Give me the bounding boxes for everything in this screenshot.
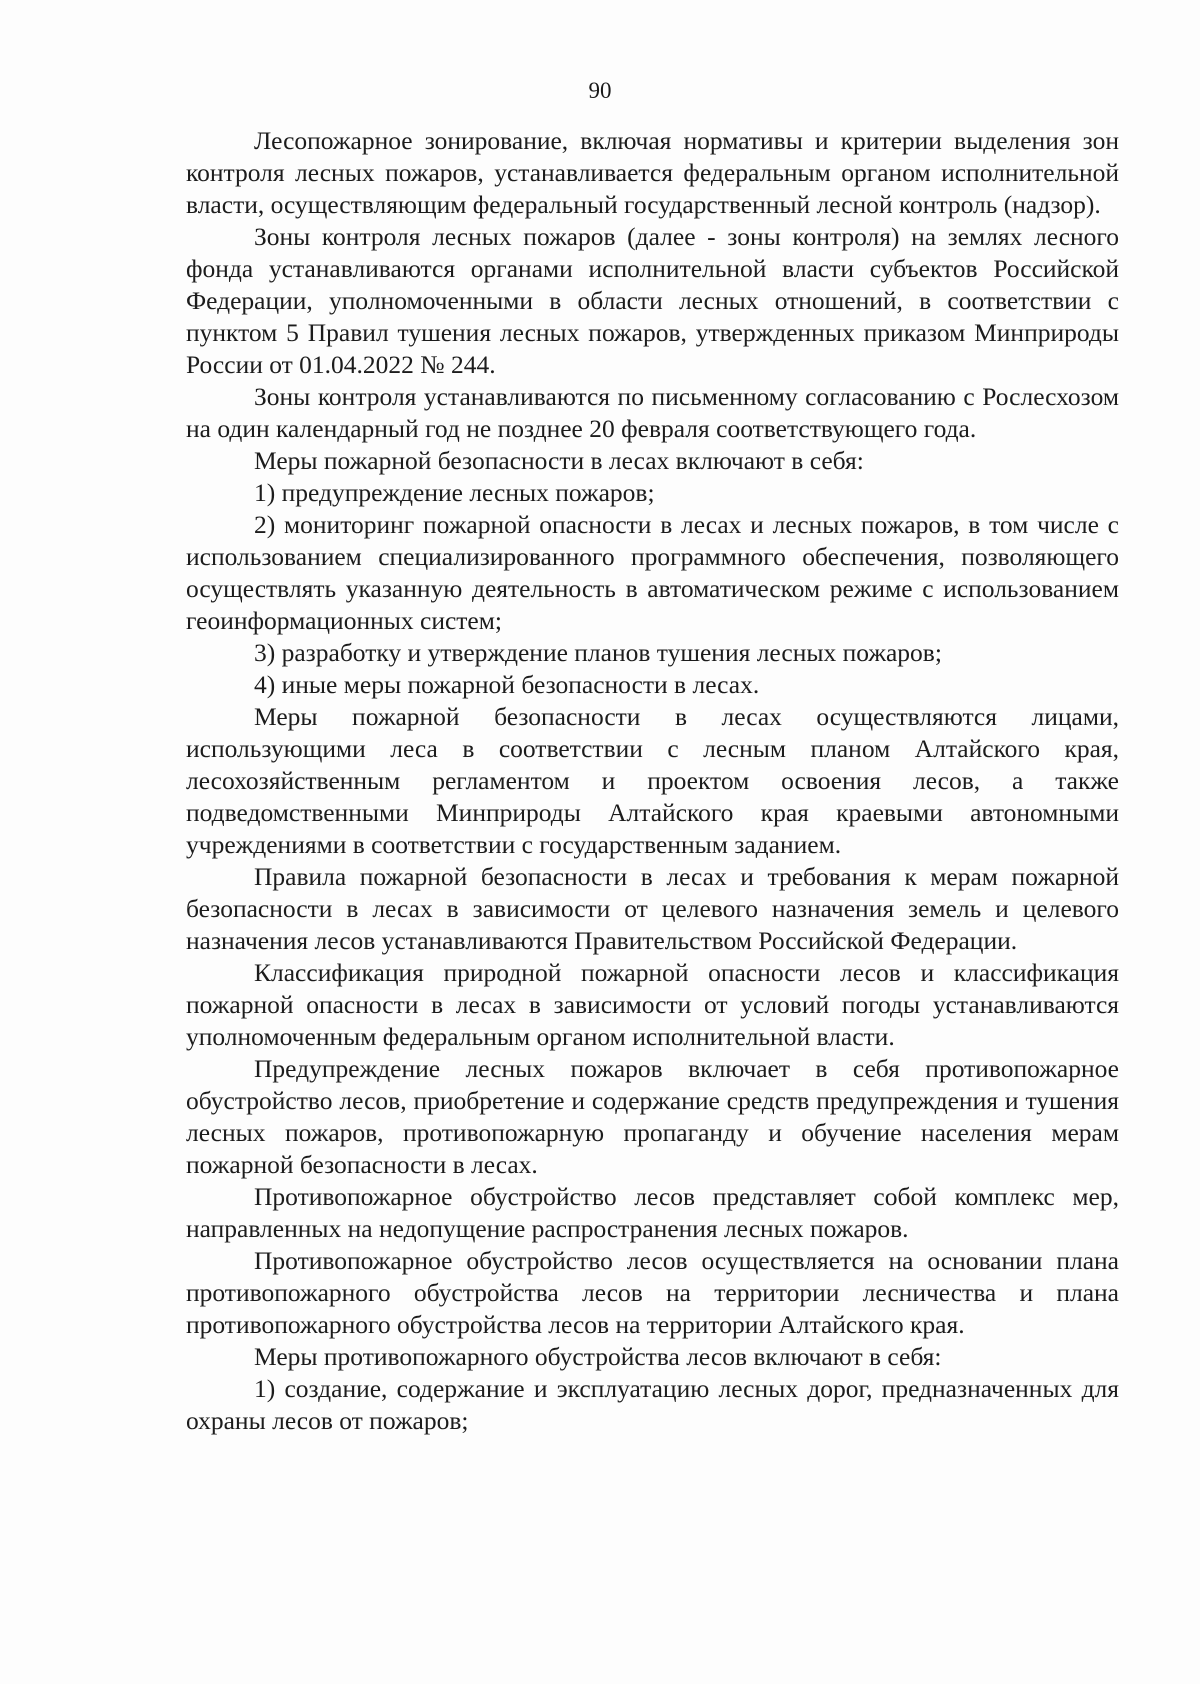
paragraph-zones-approval: Зоны контроля устанавливаются по письменному согласованию с Рослесхозом на один календарный год не позднее 20 февраля соответствующего года. bbox=[186, 382, 1119, 443]
paragraph-arrangement-measures: Меры противопожарного обустройства лесов включают в себя: bbox=[254, 1342, 942, 1371]
list-item-4: 4) иные меры пожарной безопасности в лесах. bbox=[254, 670, 760, 699]
paragraph-arrangement-basis: Противопожарное обустройство лесов осуществляется на основании плана противопожарного обустройства лесов на территории лесничества и плана противопожарного обустройства лесов на территории Алтайского края. bbox=[186, 1246, 1119, 1339]
page-number: 90 bbox=[588, 78, 612, 103]
paragraph-prevention: Предупреждение лесных пожаров включает в себя противопожарное обустройство лесов, приобретение и содержание средств предупреждения и тушения лесных пожаров, противопожарную пропаганду и обучение населения мерам пожарной безопасности в лесах. bbox=[186, 1054, 1119, 1179]
paragraph-safety-rules: Правила пожарной безопасности в лесах и требования к мерам пожарной безопасности в лесах в зависимости от целевого назначения земель и целевого назначения лесов устанавливаются Правительством Российской Федерации. bbox=[186, 862, 1119, 955]
list-item-2: 2) мониторинг пожарной опасности в лесах и лесных пожаров, в том числе с использованием специализированного программного обеспечения, позволяющего осуществлять указанную деятельность в автоматическом режиме с использованием геоинформационных систем; bbox=[186, 510, 1119, 635]
paragraph-measures-performers: Меры пожарной безопасности в лесах осуществляются лицами, использующими леса в соответствии с лесным планом Алтайского края, лесохозяйственным регламентом и проектом освоения лесов, а также подведомственными Минприроды Алтайского края краевыми автономными учреждениями в соответствии с государственным заданием. bbox=[186, 702, 1119, 859]
list-item-1: 1) предупреждение лесных пожаров; bbox=[254, 478, 655, 507]
paragraph-classification: Классификация природной пожарной опасности лесов и классификация пожарной опасности в лесах в зависимости от условий погоды устанавливаются уполномоченным федеральным органом исполнительной власти. bbox=[186, 958, 1119, 1051]
list-item-roads: 1) создание, содержание и эксплуатацию лесных дорог, предназначенных для охраны лесов от пожаров; bbox=[186, 1374, 1119, 1435]
paragraph-fire-arrangement: Противопожарное обустройство лесов представляет собой комплекс мер, направленных на недопущение распространения лесных пожаров. bbox=[186, 1182, 1119, 1243]
body-text bbox=[186, 125, 1119, 1437]
paragraph-zoning: Лесопожарное зонирование, включая нормативы и критерии выделения зон контроля лесных пожаров, устанавливается федеральным органом исполнительной власти, осуществляющим федеральный государственный лесной контроль (надзор). bbox=[186, 126, 1119, 219]
paragraph-control-zones: Зоны контроля лесных пожаров (далее - зоны контроля) на землях лесного фонда устанавливаются органами исполнительной власти субъектов Российской Федерации, уполномоченными в области лесных отношений, в соответствии с пунктом 5 Правил тушения лесных пожаров, утвержденных приказом Минприроды России от 01.04.2022 № 244. bbox=[186, 222, 1119, 379]
list-item-3: 3) разработку и утверждение планов тушения лесных пожаров; bbox=[254, 638, 942, 667]
paragraph-fire-safety-measures: Меры пожарной безопасности в лесах включают в себя: bbox=[254, 446, 864, 475]
